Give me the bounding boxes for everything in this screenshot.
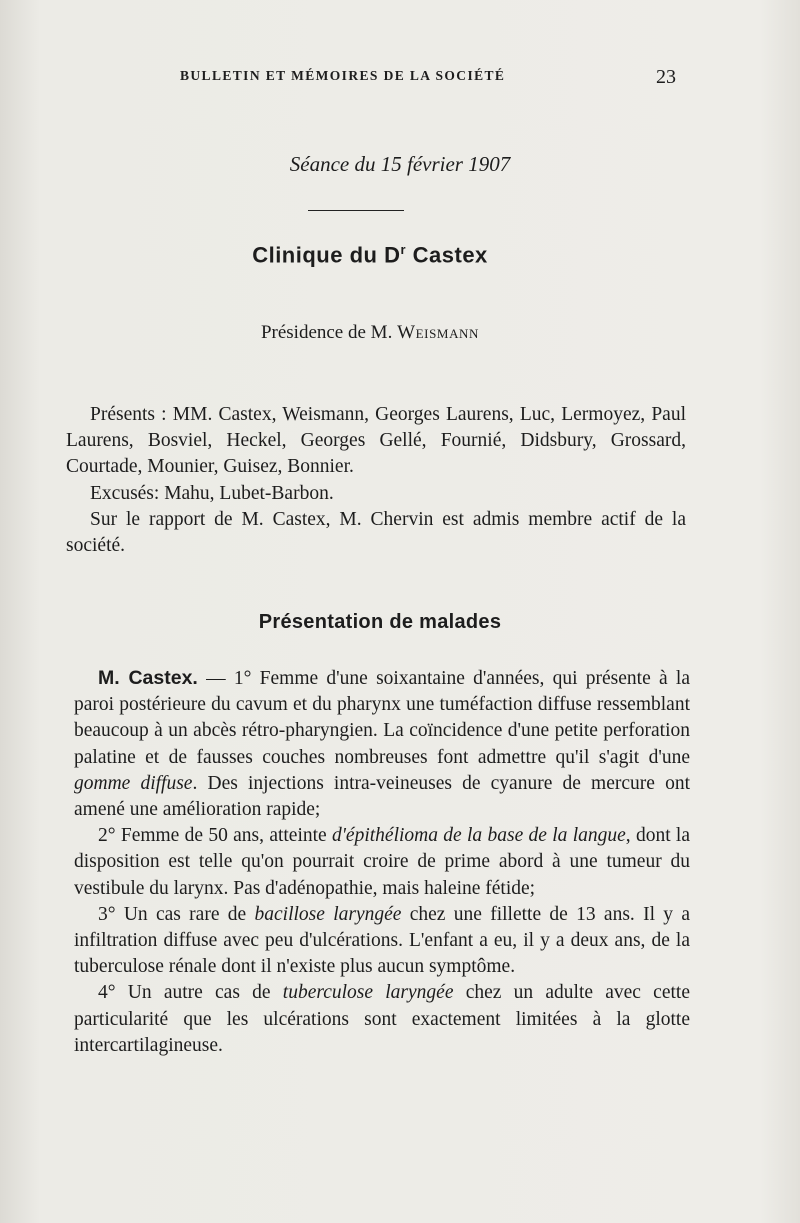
case-3-emphasis: bacillose laryngée xyxy=(254,903,402,925)
case-2-text-b: , dont la disposition est telle qu'on pourrait croire de prime abord à une tumeur du vestibule du larynx. Pas d'adénopathie, mais haleine fétide; xyxy=(74,825,690,899)
case-paragraph-4 xyxy=(74,980,690,1059)
case-1-emphasis: gomme diffuse xyxy=(74,772,193,794)
page-number: 23 xyxy=(656,66,676,88)
case-paragraph-3 xyxy=(74,902,690,981)
attendance-section xyxy=(66,402,686,559)
case-3-text-a: 3° Un cas rare de xyxy=(98,903,255,925)
case-4-emphasis: tuberculose laryngée xyxy=(282,982,454,1004)
report-paragraph: Sur le rapport de M. Castex, M. Chervin est admis membre actif de la société. xyxy=(66,508,686,557)
case-1-text-a: — 1° Femme d'une soixantaine d'années, qui présente à la paroi postérieure du cavum et du pharynx une tuméfaction diffuse ressemblant beaucoup à un abcès rétro-pharyngien. La coïncidence d'une petite perforation palatine et de fausses couches nombreuses font admettre qu'il s'agit d'une xyxy=(74,668,690,768)
excused-paragraph: Excusés: Mahu, Lubet-Barbon. xyxy=(90,482,334,504)
attendees-paragraph: Présents : MM. Castex, Weismann, Georges Laurens, Luc, Lermoyez, Paul Laurens, Bosviel, Heckel, Georges Gellé, Fournié, Didsbury, Grossard, Courtade, Mounier, Guisez, Bonnier. xyxy=(66,404,686,478)
case-2-text-a: 2° Femme de 50 ans, atteinte xyxy=(98,825,333,847)
case-1-text-b: . Des injections intra-veineuses de cyanure de mercure ont amené une amélioration rapide; xyxy=(74,772,690,821)
cases-section xyxy=(74,665,690,1059)
presidency-line xyxy=(0,322,740,344)
page-header xyxy=(180,66,680,92)
clinic-heading-name: Castex xyxy=(406,242,488,268)
case-2-emphasis: d'épithélioma de la base de la langue xyxy=(332,825,626,847)
clinic-heading xyxy=(0,242,740,268)
case-paragraph-2 xyxy=(74,823,690,902)
case-4-text-b: chez un adulte avec cette particularité que les ulcérations sont exactement limitées à la glotte intercartilagineuse. xyxy=(74,982,690,1056)
presidency-prefix: Présidence de M. xyxy=(260,322,398,343)
separator-rule xyxy=(308,210,404,211)
section-title: Présentation de malades xyxy=(258,611,502,633)
session-date-heading: Séance du 15 février 1907 xyxy=(289,152,511,176)
presidency-name: Weismann xyxy=(397,322,480,343)
clinic-heading-text: Clinique du D xyxy=(252,242,401,268)
clinic-heading-sup: r xyxy=(400,242,407,257)
case-4-text-a: 4° Un autre cas de xyxy=(98,982,283,1004)
case-3-text-b: chez une fillette de 13 ans. Il y a infiltration diffuse avec peu d'ulcérations. L'enfant a eu, il y a deux ans, de la tuberculose rénale dont il n'existe plus aucun symptôme. xyxy=(74,903,691,978)
speaker-name: M. Castex. xyxy=(98,667,198,689)
case-paragraph-1 xyxy=(74,665,690,823)
running-title: BULLETIN ET MÉMOIRES DE LA SOCIÉTÉ xyxy=(180,68,506,83)
